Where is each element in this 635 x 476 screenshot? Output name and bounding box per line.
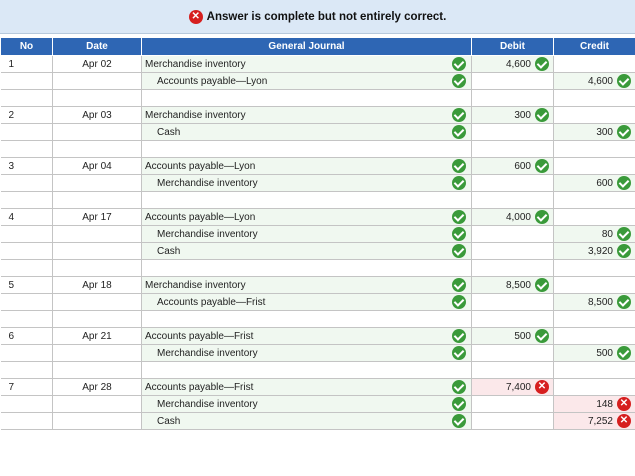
entry-date-cell[interactable]: [53, 90, 142, 107]
account-name: Accounts payable—Lyon: [157, 75, 268, 87]
table-row: [1, 56, 635, 73]
entry-date-cell[interactable]: [53, 226, 142, 243]
entry-date-cell[interactable]: Apr 04: [53, 158, 142, 175]
check-icon: [535, 57, 549, 71]
account-field[interactable]: [142, 192, 472, 209]
table-row: [1, 260, 635, 277]
table-row: [1, 226, 635, 243]
entry-date-cell[interactable]: [53, 362, 142, 379]
check-icon: [452, 346, 466, 360]
account-field[interactable]: [142, 362, 472, 379]
account-field[interactable]: [142, 209, 472, 226]
credit-status: [617, 346, 631, 362]
entry-date-cell[interactable]: Apr 17: [53, 209, 142, 226]
check-icon: [535, 210, 549, 224]
account-field[interactable]: [142, 175, 472, 192]
credit-status: [617, 227, 631, 243]
debit-status: [535, 159, 549, 175]
account-status: [452, 397, 466, 413]
debit-field[interactable]: [472, 158, 554, 175]
account-field[interactable]: [142, 396, 472, 413]
account-field[interactable]: [142, 345, 472, 362]
credit-field[interactable]: [554, 311, 635, 328]
debit-field[interactable]: [472, 90, 554, 107]
account-status: [452, 414, 466, 430]
error-icon: ✕: [617, 414, 631, 428]
credit-field[interactable]: [554, 56, 635, 73]
debit-amount: 8,500: [505, 279, 531, 291]
error-icon: ✕: [535, 380, 549, 394]
check-icon: [452, 108, 466, 122]
check-icon: [452, 414, 466, 428]
debit-field[interactable]: [472, 107, 554, 124]
debit-field[interactable]: [472, 277, 554, 294]
account-field[interactable]: [142, 124, 472, 141]
account-status: [452, 244, 466, 260]
account-field[interactable]: [142, 107, 472, 124]
credit-field[interactable]: [554, 73, 635, 90]
check-icon: [617, 295, 631, 309]
account-field[interactable]: [142, 243, 472, 260]
check-icon: [452, 278, 466, 292]
entry-number-cell: 6: [1, 328, 53, 345]
debit-field[interactable]: [472, 362, 554, 379]
entry-number-cell: 7: [1, 379, 53, 396]
account-status: [452, 125, 466, 141]
account-name: Merchandise inventory: [157, 177, 258, 189]
table-row: [1, 192, 635, 209]
check-icon: [617, 125, 631, 139]
credit-field[interactable]: [554, 175, 635, 192]
account-field[interactable]: [142, 56, 472, 73]
entry-number-cell: [1, 294, 53, 311]
debit-status: [535, 57, 549, 73]
check-icon: [452, 329, 466, 343]
credit-field[interactable]: [554, 209, 635, 226]
account-name: Cash: [157, 245, 181, 257]
account-name: Merchandise inventory: [157, 228, 258, 240]
debit-field[interactable]: [472, 396, 554, 413]
table-row: [1, 345, 635, 362]
credit-field[interactable]: [554, 141, 635, 158]
account-name: Merchandise inventory: [157, 347, 258, 359]
account-field[interactable]: [142, 260, 472, 277]
debit-status: [535, 278, 549, 294]
entry-number-cell: [1, 413, 53, 430]
table-row: [1, 362, 635, 379]
check-icon: [535, 278, 549, 292]
account-status: [452, 176, 466, 192]
account-name: Accounts payable—Frist: [145, 381, 254, 393]
account-name: Accounts payable—Lyon: [145, 160, 256, 172]
credit-field[interactable]: [554, 328, 635, 345]
account-field[interactable]: [142, 311, 472, 328]
entry-number-cell: [1, 175, 53, 192]
check-icon: [535, 159, 549, 173]
account-status: [452, 108, 466, 124]
account-field[interactable]: [142, 90, 472, 107]
debit-field[interactable]: [472, 328, 554, 345]
debit-field[interactable]: [472, 226, 554, 243]
entry-number-cell: [1, 260, 53, 277]
entry-number-cell: 4: [1, 209, 53, 226]
table-row: [1, 158, 635, 175]
debit-amount: 7,400: [505, 381, 531, 393]
table-row: [1, 396, 635, 413]
entry-number-cell: [1, 141, 53, 158]
table-row: [1, 141, 635, 158]
account-name: Merchandise inventory: [145, 58, 246, 70]
column-header-journal: General Journal: [142, 38, 472, 56]
error-circle-icon: ✕: [189, 10, 203, 24]
debit-field[interactable]: [472, 192, 554, 209]
credit-amount: 148: [596, 398, 613, 410]
entry-number-cell: [1, 192, 53, 209]
table-row: [1, 124, 635, 141]
check-icon: [452, 74, 466, 88]
credit-field[interactable]: [554, 260, 635, 277]
account-field[interactable]: [142, 379, 472, 396]
entry-number-cell: [1, 362, 53, 379]
entry-date-cell[interactable]: [53, 175, 142, 192]
credit-status: [617, 295, 631, 311]
check-icon: [452, 176, 466, 190]
credit-field[interactable]: [554, 294, 635, 311]
table-row: [1, 90, 635, 107]
table-row: [1, 277, 635, 294]
check-icon: [535, 329, 549, 343]
account-field[interactable]: [142, 277, 472, 294]
account-field[interactable]: [142, 226, 472, 243]
account-status: [452, 380, 466, 396]
entry-date-cell[interactable]: [53, 396, 142, 413]
journal-body: [1, 56, 635, 430]
account-name: Merchandise inventory: [157, 398, 258, 410]
table-row: [1, 209, 635, 226]
entry-number-cell: [1, 226, 53, 243]
entry-date-cell[interactable]: [53, 345, 142, 362]
account-status: [452, 57, 466, 73]
credit-amount: 80: [601, 228, 613, 240]
credit-amount: 500: [596, 347, 613, 359]
debit-status: [535, 210, 549, 226]
check-icon: [617, 227, 631, 241]
debit-field[interactable]: [472, 345, 554, 362]
debit-status: [535, 329, 549, 345]
debit-field[interactable]: [472, 311, 554, 328]
account-status: [452, 346, 466, 362]
account-name: Cash: [157, 415, 181, 427]
account-name: Accounts payable—Lyon: [145, 211, 256, 223]
debit-amount: 4,000: [505, 211, 531, 223]
credit-status: [617, 244, 631, 260]
credit-field[interactable]: [554, 243, 635, 260]
credit-amount: 300: [596, 126, 613, 138]
credit-field[interactable]: [554, 277, 635, 294]
account-field[interactable]: [142, 73, 472, 90]
table-row: [1, 328, 635, 345]
error-icon: ✕: [617, 397, 631, 411]
credit-amount: 600: [596, 177, 613, 189]
table-header-row: [1, 38, 635, 56]
check-icon: [535, 108, 549, 122]
debit-field[interactable]: [472, 294, 554, 311]
account-name: Accounts payable—Frist: [157, 296, 266, 308]
entry-date-cell[interactable]: Apr 28: [53, 379, 142, 396]
account-status: [452, 278, 466, 294]
table-row: [1, 107, 635, 124]
credit-amount: 4,600: [587, 75, 613, 87]
entry-number-cell: [1, 73, 53, 90]
column-header-no: No: [1, 38, 53, 56]
credit-amount: 8,500: [587, 296, 613, 308]
debit-amount: 600: [514, 160, 531, 172]
account-field[interactable]: [142, 158, 472, 175]
debit-field[interactable]: [472, 260, 554, 277]
check-icon: [452, 380, 466, 394]
credit-status: [617, 176, 631, 192]
general-journal-table: [0, 37, 635, 430]
table-row: [1, 73, 635, 90]
debit-field[interactable]: [472, 124, 554, 141]
account-status: [452, 74, 466, 90]
account-name: Accounts payable—Frist: [145, 330, 254, 342]
entry-number-cell: [1, 124, 53, 141]
entry-number-cell: [1, 243, 53, 260]
account-field[interactable]: [142, 328, 472, 345]
entry-date-cell[interactable]: [53, 243, 142, 260]
table-row: [1, 379, 635, 396]
check-icon: [452, 159, 466, 173]
entry-number-cell: [1, 311, 53, 328]
account-field[interactable]: [142, 141, 472, 158]
check-icon: [452, 227, 466, 241]
credit-amount: 3,920: [587, 245, 613, 257]
result-banner: [0, 0, 635, 34]
debit-field[interactable]: [472, 243, 554, 260]
debit-field[interactable]: [472, 141, 554, 158]
credit-field[interactable]: [554, 90, 635, 107]
entry-number-cell: [1, 345, 53, 362]
column-header-debit: Debit: [472, 38, 554, 56]
debit-field[interactable]: [472, 56, 554, 73]
debit-field[interactable]: [472, 413, 554, 430]
check-icon: [617, 176, 631, 190]
check-icon: [452, 397, 466, 411]
check-icon: [452, 210, 466, 224]
account-name: Merchandise inventory: [145, 109, 246, 121]
entry-date-cell[interactable]: [53, 192, 142, 209]
entry-number-cell: [1, 396, 53, 413]
entry-number-cell: [1, 90, 53, 107]
check-icon: [617, 244, 631, 258]
entry-date-cell[interactable]: Apr 02: [53, 56, 142, 73]
table-row: [1, 175, 635, 192]
credit-field[interactable]: [554, 107, 635, 124]
column-header-date: Date: [53, 38, 142, 56]
credit-field[interactable]: [554, 192, 635, 209]
entry-number-cell: 5: [1, 277, 53, 294]
debit-field[interactable]: [472, 175, 554, 192]
credit-field[interactable]: [554, 158, 635, 175]
credit-field[interactable]: [554, 379, 635, 396]
entry-date-cell[interactable]: [53, 124, 142, 141]
credit-status: [617, 397, 631, 411]
credit-status: [617, 125, 631, 141]
check-icon: [617, 74, 631, 88]
debit-status: [535, 108, 549, 124]
debit-amount: 300: [514, 109, 531, 121]
debit-amount: 500: [514, 330, 531, 342]
credit-status: [617, 74, 631, 90]
debit-field[interactable]: [472, 73, 554, 90]
credit-field[interactable]: [554, 362, 635, 379]
account-status: [452, 329, 466, 345]
table-row: [1, 243, 635, 260]
entry-date-cell[interactable]: [53, 311, 142, 328]
credit-field[interactable]: [554, 413, 635, 430]
account-status: [452, 227, 466, 243]
debit-field[interactable]: [472, 379, 554, 396]
check-icon: [452, 57, 466, 71]
entry-number-cell: 2: [1, 107, 53, 124]
entry-date-cell[interactable]: [53, 413, 142, 430]
entry-date-cell[interactable]: [53, 73, 142, 90]
credit-field[interactable]: [554, 226, 635, 243]
entry-date-cell[interactable]: [53, 260, 142, 277]
credit-status: [617, 414, 631, 428]
entry-number-cell: 1: [1, 56, 53, 73]
debit-status: [535, 380, 549, 394]
check-icon: [452, 125, 466, 139]
credit-field[interactable]: [554, 345, 635, 362]
account-name: Merchandise inventory: [145, 279, 246, 291]
debit-field[interactable]: [472, 209, 554, 226]
table-row: [1, 294, 635, 311]
entry-date-cell[interactable]: Apr 03: [53, 107, 142, 124]
credit-field[interactable]: [554, 396, 635, 413]
debit-amount: 4,600: [505, 58, 531, 70]
account-field[interactable]: [142, 413, 472, 430]
credit-amount: 7,252: [587, 415, 613, 427]
check-icon: [617, 346, 631, 360]
check-icon: [452, 244, 466, 258]
account-field[interactable]: [142, 294, 472, 311]
account-name: Cash: [157, 126, 181, 138]
table-row: [1, 311, 635, 328]
credit-field[interactable]: [554, 124, 635, 141]
column-header-credit: Credit: [554, 38, 635, 56]
result-banner-text: Answer is complete but not entirely correct.: [206, 10, 447, 23]
entry-number-cell: 3: [1, 158, 53, 175]
entry-date-cell[interactable]: [53, 294, 142, 311]
account-status: [452, 295, 466, 311]
account-status: [452, 159, 466, 175]
account-status: [452, 210, 466, 226]
entry-date-cell[interactable]: Apr 18: [53, 277, 142, 294]
check-icon: [452, 295, 466, 309]
entry-date-cell[interactable]: [53, 141, 142, 158]
table-row: [1, 413, 635, 430]
entry-date-cell[interactable]: Apr 21: [53, 328, 142, 345]
